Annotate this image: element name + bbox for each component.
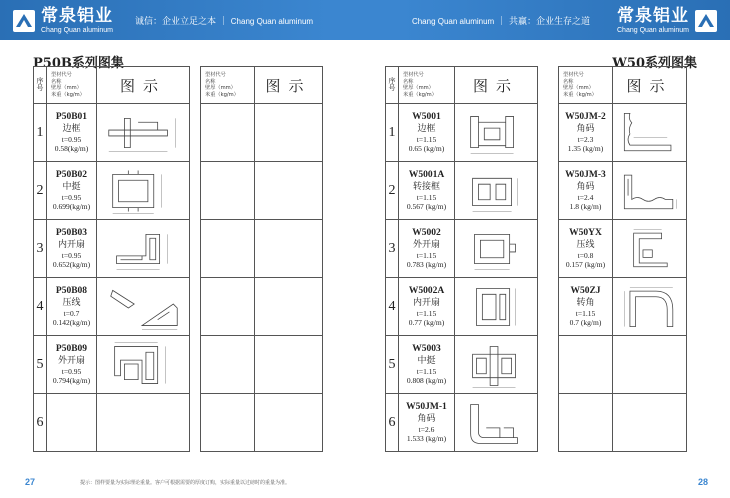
slogan-divider: ｜ xyxy=(497,17,507,27)
profile-weight: 0.808 (kg/m) xyxy=(406,375,447,385)
table-row xyxy=(559,278,687,336)
profile-info xyxy=(399,278,455,336)
profile-info xyxy=(399,336,455,394)
slogan-right xyxy=(412,14,590,27)
profile-table-w50-accessories xyxy=(558,66,687,452)
profile-code: P50B09 xyxy=(55,344,88,355)
profile-weight: 0.142(kg/m) xyxy=(52,317,91,327)
brand-logo-left xyxy=(12,6,113,36)
table-header-row xyxy=(559,67,687,104)
profile-thickness: t=2.6 xyxy=(418,424,435,434)
row-index: 2 xyxy=(386,162,399,220)
profile-section-drawing xyxy=(615,224,684,274)
profile-info xyxy=(559,104,613,162)
profile-weight: 0.652(kg/m) xyxy=(52,259,91,269)
profile-info xyxy=(47,394,97,452)
profile-code: W50YX xyxy=(569,228,602,239)
profile-section-drawing xyxy=(615,282,684,332)
slogan-left xyxy=(135,14,313,27)
profile-name: 压线 xyxy=(62,297,81,308)
page-number-left: 27 xyxy=(25,477,36,487)
profile-name: 内开扇 xyxy=(57,239,85,250)
profile-drawing xyxy=(255,336,323,394)
profile-drawing xyxy=(613,394,687,452)
profile-code: W5001 xyxy=(412,112,441,123)
row-index: 1 xyxy=(34,104,47,162)
profile-info xyxy=(399,220,455,278)
slogan-right-cn: 共赢：企业生存之道 xyxy=(508,17,590,27)
profile-thickness: t=1.15 xyxy=(416,250,437,260)
profile-code: W50JM-2 xyxy=(565,112,606,123)
table-row xyxy=(386,278,538,336)
series-title-p50b: P50B系列图集 xyxy=(33,56,124,71)
profile-name: 边框 xyxy=(417,123,436,134)
profile-table-empty xyxy=(200,66,323,452)
brand-mark-icon xyxy=(694,9,718,33)
profile-section-drawing xyxy=(457,398,535,448)
slogan-divider: ｜ xyxy=(218,17,228,27)
series-title-w50: W50系列图集 xyxy=(612,56,697,71)
brand-name-en: Chang Quan aluminum xyxy=(617,27,689,34)
profile-section-drawing xyxy=(457,166,535,216)
profile-weight: 0.783 (kg/m) xyxy=(406,259,447,269)
profile-info xyxy=(399,394,455,452)
profile-weight: 0.58(kg/m) xyxy=(54,143,89,153)
table-row xyxy=(386,220,538,278)
profile-thickness: t=1.15 xyxy=(416,134,437,144)
profile-name: 角码 xyxy=(576,181,595,192)
table-row xyxy=(559,104,687,162)
profile-thickness: t=1.15 xyxy=(416,308,437,318)
profile-drawing xyxy=(455,220,538,278)
profile-info xyxy=(559,278,613,336)
profile-drawing xyxy=(613,220,687,278)
profile-info xyxy=(201,162,255,220)
profile-weight: 0.567 (kg/m) xyxy=(406,201,447,211)
profile-name: 角码 xyxy=(417,413,436,424)
table-row xyxy=(386,336,538,394)
profile-info xyxy=(47,220,97,278)
profile-drawing xyxy=(613,104,687,162)
table-row xyxy=(34,104,190,162)
index-header: 序号 xyxy=(34,67,47,104)
profile-thickness: t=1.15 xyxy=(575,308,596,318)
profile-info xyxy=(201,394,255,452)
page-number-right: 28 xyxy=(697,477,708,487)
profile-name: 转接框 xyxy=(412,181,440,192)
profile-drawing xyxy=(97,394,190,452)
table-row xyxy=(201,336,323,394)
figure-header: 图示 xyxy=(455,67,538,104)
profile-info xyxy=(201,220,255,278)
profile-drawing xyxy=(255,278,323,336)
table-row xyxy=(559,336,687,394)
profile-section-drawing xyxy=(99,108,187,158)
profile-code: W5002 xyxy=(412,228,441,239)
profile-weight: 1.533 (kg/m) xyxy=(406,433,447,443)
profile-section-drawing xyxy=(615,108,684,158)
profile-info xyxy=(559,394,613,452)
profile-code: P50B02 xyxy=(55,170,88,181)
profile-code: W50ZJ xyxy=(570,286,601,297)
profile-drawing xyxy=(455,162,538,220)
profile-section-drawing xyxy=(457,340,535,390)
brand-logo-right xyxy=(617,6,718,36)
profile-info xyxy=(399,162,455,220)
profile-thickness: t=0.95 xyxy=(61,250,82,260)
profile-thickness: t=2.3 xyxy=(577,134,594,144)
row-index: 5 xyxy=(34,336,47,394)
profile-info xyxy=(399,104,455,162)
profile-thickness: t=2.4 xyxy=(577,192,594,202)
figure-header: 图示 xyxy=(255,67,323,104)
profile-info xyxy=(47,278,97,336)
profile-code: W5001A xyxy=(408,170,445,181)
profile-info xyxy=(559,220,613,278)
profile-name: 外开扇 xyxy=(412,239,440,250)
profile-name: 边框 xyxy=(62,123,81,134)
table-row xyxy=(386,394,538,452)
profile-drawing xyxy=(97,162,190,220)
profile-section-drawing xyxy=(457,224,535,274)
profile-section-drawing xyxy=(99,282,187,332)
profile-section-drawing xyxy=(615,166,684,216)
table-row xyxy=(201,220,323,278)
table-row xyxy=(559,162,687,220)
info-header: 型材代号 名称 壁厚（mm） 米重（kg/m） xyxy=(559,67,613,104)
row-index: 6 xyxy=(386,394,399,452)
profile-drawing xyxy=(97,220,190,278)
profile-name: 中挺 xyxy=(417,355,436,366)
profile-weight: 0.77 (kg/m) xyxy=(408,317,445,327)
table-row xyxy=(34,220,190,278)
table-row xyxy=(201,394,323,452)
table-row xyxy=(34,162,190,220)
profile-name: 角码 xyxy=(576,123,595,134)
profile-code: W50JM-1 xyxy=(406,402,447,413)
slogan-left-cn: 诚信：企业立足之本 xyxy=(135,17,217,27)
table-row xyxy=(559,220,687,278)
profile-weight: 0.699(kg/m) xyxy=(52,201,91,211)
profile-info xyxy=(559,336,613,394)
profile-thickness: t=1.15 xyxy=(416,366,437,376)
profile-table-p50b xyxy=(33,66,190,452)
table-row xyxy=(34,278,190,336)
table-row xyxy=(386,104,538,162)
profile-drawing xyxy=(455,394,538,452)
profile-section-drawing xyxy=(99,224,187,274)
row-index: 5 xyxy=(386,336,399,394)
profile-section-drawing xyxy=(99,340,187,390)
profile-drawing xyxy=(97,104,190,162)
profile-name: 中挺 xyxy=(62,181,81,192)
row-index: 2 xyxy=(34,162,47,220)
row-index: 3 xyxy=(34,220,47,278)
profile-info xyxy=(559,162,613,220)
profile-thickness: t=1.15 xyxy=(416,192,437,202)
profile-drawing xyxy=(613,278,687,336)
table-row xyxy=(559,394,687,452)
profile-weight: 0.65 (kg/m) xyxy=(408,143,445,153)
profile-drawing xyxy=(255,162,323,220)
table-header-row xyxy=(34,67,190,104)
row-index: 3 xyxy=(386,220,399,278)
profile-code: P50B03 xyxy=(55,228,88,239)
table-header-row xyxy=(201,67,323,104)
profile-section-drawing xyxy=(457,108,535,158)
profile-drawing xyxy=(455,278,538,336)
table-header-row xyxy=(386,67,538,104)
profile-drawing xyxy=(255,104,323,162)
table-row xyxy=(201,104,323,162)
profile-section-drawing xyxy=(457,282,535,332)
profile-info xyxy=(47,104,97,162)
table-row xyxy=(201,278,323,336)
row-index: 6 xyxy=(34,394,47,452)
profile-code: W50JM-3 xyxy=(565,170,606,181)
profile-thickness: t=0.95 xyxy=(61,192,82,202)
profile-name: 压线 xyxy=(576,239,595,250)
profile-code: P50B01 xyxy=(55,112,88,123)
profile-thickness: t=0.95 xyxy=(61,134,82,144)
table-row xyxy=(386,162,538,220)
info-header: 型材代号 名称 壁厚（mm） 米重（kg/m） xyxy=(201,67,255,104)
profile-info xyxy=(201,278,255,336)
profile-info xyxy=(47,162,97,220)
table-row xyxy=(34,336,190,394)
profile-drawing xyxy=(613,336,687,394)
profile-weight: 0.157 (kg/m) xyxy=(565,259,606,269)
figure-header: 图示 xyxy=(97,67,190,104)
profile-drawing xyxy=(97,336,190,394)
info-header: 型材代号 名称 壁厚（mm） 米重（kg/m） xyxy=(47,67,97,104)
brand-name-en: Chang Quan aluminum xyxy=(41,27,113,34)
profile-thickness: t=0.95 xyxy=(61,366,82,376)
profile-drawing xyxy=(455,104,538,162)
profile-code: W5002A xyxy=(408,286,445,297)
profile-weight: 0.7 (kg/m) xyxy=(569,317,602,327)
profile-weight: 1.8 (kg/m) xyxy=(569,201,602,211)
profile-table-w50 xyxy=(385,66,538,452)
profile-code: W5003 xyxy=(412,344,441,355)
figure-header: 图示 xyxy=(613,67,687,104)
header-bar xyxy=(0,0,730,40)
brand-name-cn: 常泉铝业 xyxy=(617,6,689,26)
brand-mark-icon xyxy=(12,9,36,33)
index-header: 序号 xyxy=(386,67,399,104)
profile-weight: 1.35 (kg/m) xyxy=(567,143,604,153)
profile-name: 外开扇 xyxy=(57,355,85,366)
profile-drawing xyxy=(255,220,323,278)
profile-drawing xyxy=(613,162,687,220)
profile-info xyxy=(47,336,97,394)
info-header: 型材代号 名称 壁厚（mm） 米重（kg/m） xyxy=(399,67,455,104)
profile-code: P50B08 xyxy=(55,286,88,297)
row-index: 1 xyxy=(386,104,399,162)
profile-thickness: t=0.7 xyxy=(63,308,80,318)
profile-thickness: t=0.8 xyxy=(577,250,594,260)
slogan-right-en: Chang Quan aluminum xyxy=(411,17,495,26)
profile-name: 转角 xyxy=(576,297,595,308)
footnote: 提示：图样要量为实际理论重量。客户可根据需要的厚度订购，实际重量以过磅时的重量为准。 xyxy=(80,480,291,486)
profile-section-drawing xyxy=(99,166,187,216)
profile-weight: 0.794(kg/m) xyxy=(52,375,91,385)
slogan-left-en: Chang Quan aluminum xyxy=(230,17,314,26)
profile-info xyxy=(201,336,255,394)
profile-drawing xyxy=(255,394,323,452)
profile-info xyxy=(201,104,255,162)
table-row xyxy=(34,394,190,452)
profile-drawing xyxy=(455,336,538,394)
row-index: 4 xyxy=(34,278,47,336)
brand-name-cn: 常泉铝业 xyxy=(41,6,113,26)
table-row xyxy=(201,162,323,220)
row-index: 4 xyxy=(386,278,399,336)
profile-drawing xyxy=(97,278,190,336)
profile-name: 内开扇 xyxy=(412,297,440,308)
